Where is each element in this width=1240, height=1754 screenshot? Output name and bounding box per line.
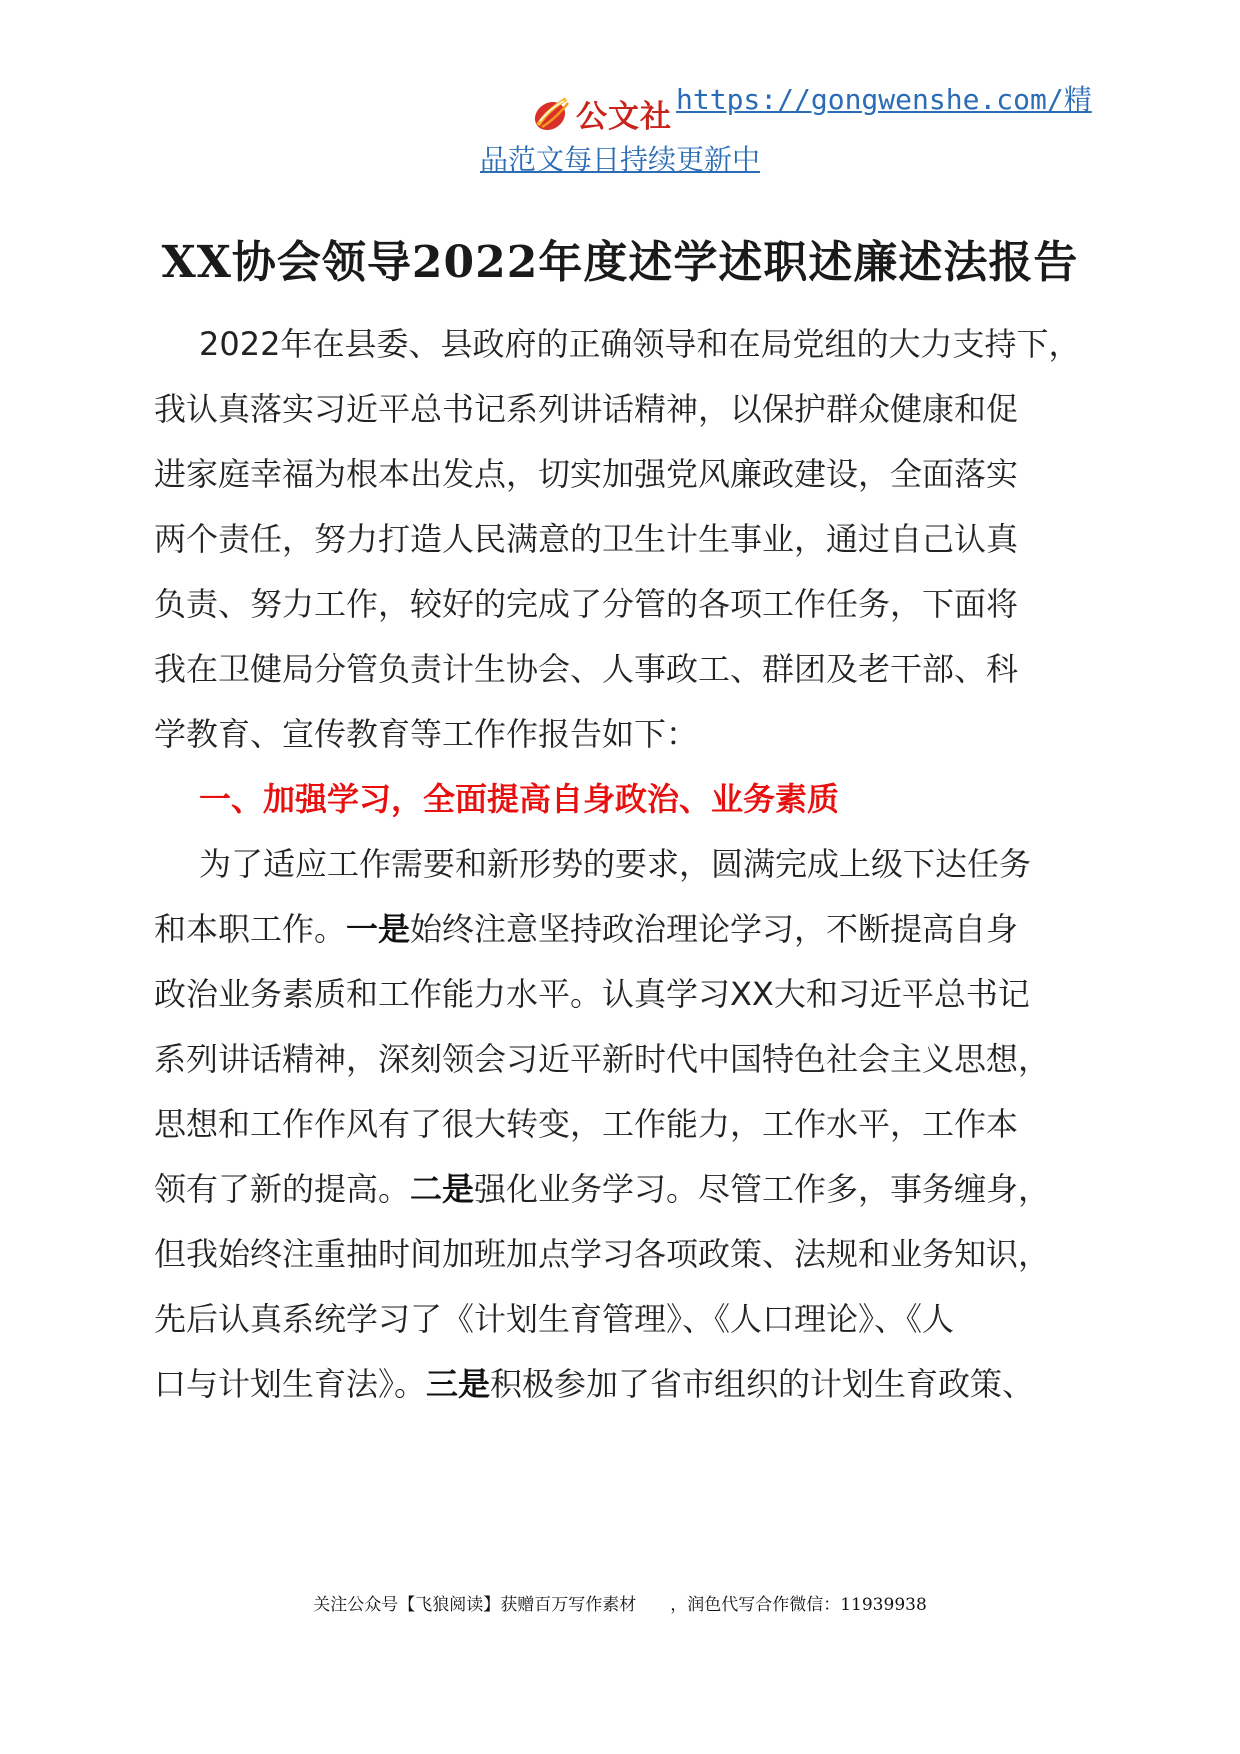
site-url-link[interactable]: https://gongwenshe.com/精 bbox=[676, 83, 1092, 116]
paragraph-line bbox=[154, 312, 1116, 377]
site-url-link-continued[interactable]: 品范文每日持续更新中 bbox=[479, 143, 760, 176]
line-text: 领有了新的提高。 bbox=[154, 1170, 411, 1208]
paragraph-line bbox=[154, 702, 1116, 767]
document-body bbox=[154, 312, 1116, 1417]
paragraph-line bbox=[154, 1157, 1116, 1222]
line-text: 两个责任，努力打造人民满意的卫生计生事业，通过自己认真 bbox=[154, 520, 1019, 558]
line-text: 负责、努力工作，较好的完成了分管的各项工作任务，下面将 bbox=[154, 585, 1019, 623]
paragraph-line bbox=[154, 507, 1116, 572]
emphasis-text: 二是 bbox=[410, 1170, 475, 1208]
line-text: 思想和工作作风有了很大转变，工作能力，工作水平，工作本 bbox=[154, 1105, 1019, 1143]
emphasis-text: 一是 bbox=[346, 910, 411, 948]
line-text: 和本职工作。 bbox=[154, 910, 347, 948]
line-text: 为了适应工作需要和新形势的要求，圆满完成上级下达任务 bbox=[199, 845, 1032, 883]
section-heading bbox=[154, 767, 1116, 832]
paragraph-line bbox=[154, 442, 1116, 507]
paragraph-line bbox=[154, 1027, 1116, 1092]
line-text: 口与计划生育法》。 bbox=[154, 1365, 427, 1403]
page-header bbox=[0, 0, 1240, 200]
line-text: 2022年在县委、县政府的正确领导和在局党组的大力支持下， bbox=[199, 325, 1081, 363]
paragraph-line bbox=[154, 1287, 1116, 1352]
line-text: 我在卫健局分管负责计生协会、人事政工、群团及老干部、科 bbox=[154, 650, 1019, 688]
paragraph-line bbox=[154, 572, 1116, 637]
logo-text: 公文社 bbox=[576, 98, 672, 135]
page-footer: 关注公众号【飞狼阅读】获赠百万写作素材 ，润色代写合作微信：11939938 bbox=[313, 1595, 927, 1615]
logo-leaf-icon bbox=[530, 91, 574, 135]
paragraph-line bbox=[154, 637, 1116, 702]
emphasis-text: 三是 bbox=[426, 1365, 491, 1403]
line-text: 强化业务学习。尽管工作多，事务缠身， bbox=[474, 1170, 1051, 1208]
line-text: 但我始终注重抽时间加班加点学习各项政策、法规和业务知识， bbox=[154, 1235, 1051, 1273]
site-logo[interactable] bbox=[530, 90, 682, 136]
paragraph-line bbox=[154, 1092, 1116, 1157]
line-text: 始终注意坚持政治理论学习，不断提高自身 bbox=[410, 910, 1019, 948]
paragraph-line bbox=[154, 832, 1116, 897]
paragraph-line bbox=[154, 377, 1116, 442]
document-title: XX协会领导2022年度述学述职述廉述法报告 bbox=[161, 237, 1079, 288]
paragraph-line bbox=[154, 962, 1116, 1027]
paragraph-line bbox=[154, 897, 1116, 962]
line-text: 学教育、宣传教育等工作作报告如下： bbox=[154, 715, 699, 753]
line-text: 系列讲话精神，深刻领会习近平新时代中国特色社会主义思想， bbox=[154, 1040, 1051, 1078]
line-text: 一、加强学习，全面提高自身政治、业务素质 bbox=[199, 780, 840, 818]
line-text: 进家庭幸福为根本出发点，切实加强党风廉政建设，全面落实 bbox=[154, 455, 1019, 493]
paragraph-line bbox=[154, 1222, 1116, 1287]
line-text: 政治业务素质和工作能力水平。认真学习XX大和习近平总书记 bbox=[154, 975, 1030, 1013]
line-text: 我认真落实习近平总书记系列讲话精神，以保护群众健康和促 bbox=[154, 390, 1019, 428]
line-text: 先后认真系统学习了《计划生育管理》、《人口理论》、《人 bbox=[154, 1300, 955, 1338]
paragraph-line bbox=[154, 1352, 1116, 1417]
line-text: 积极参加了省市组织的计划生育政策、 bbox=[490, 1365, 1035, 1403]
